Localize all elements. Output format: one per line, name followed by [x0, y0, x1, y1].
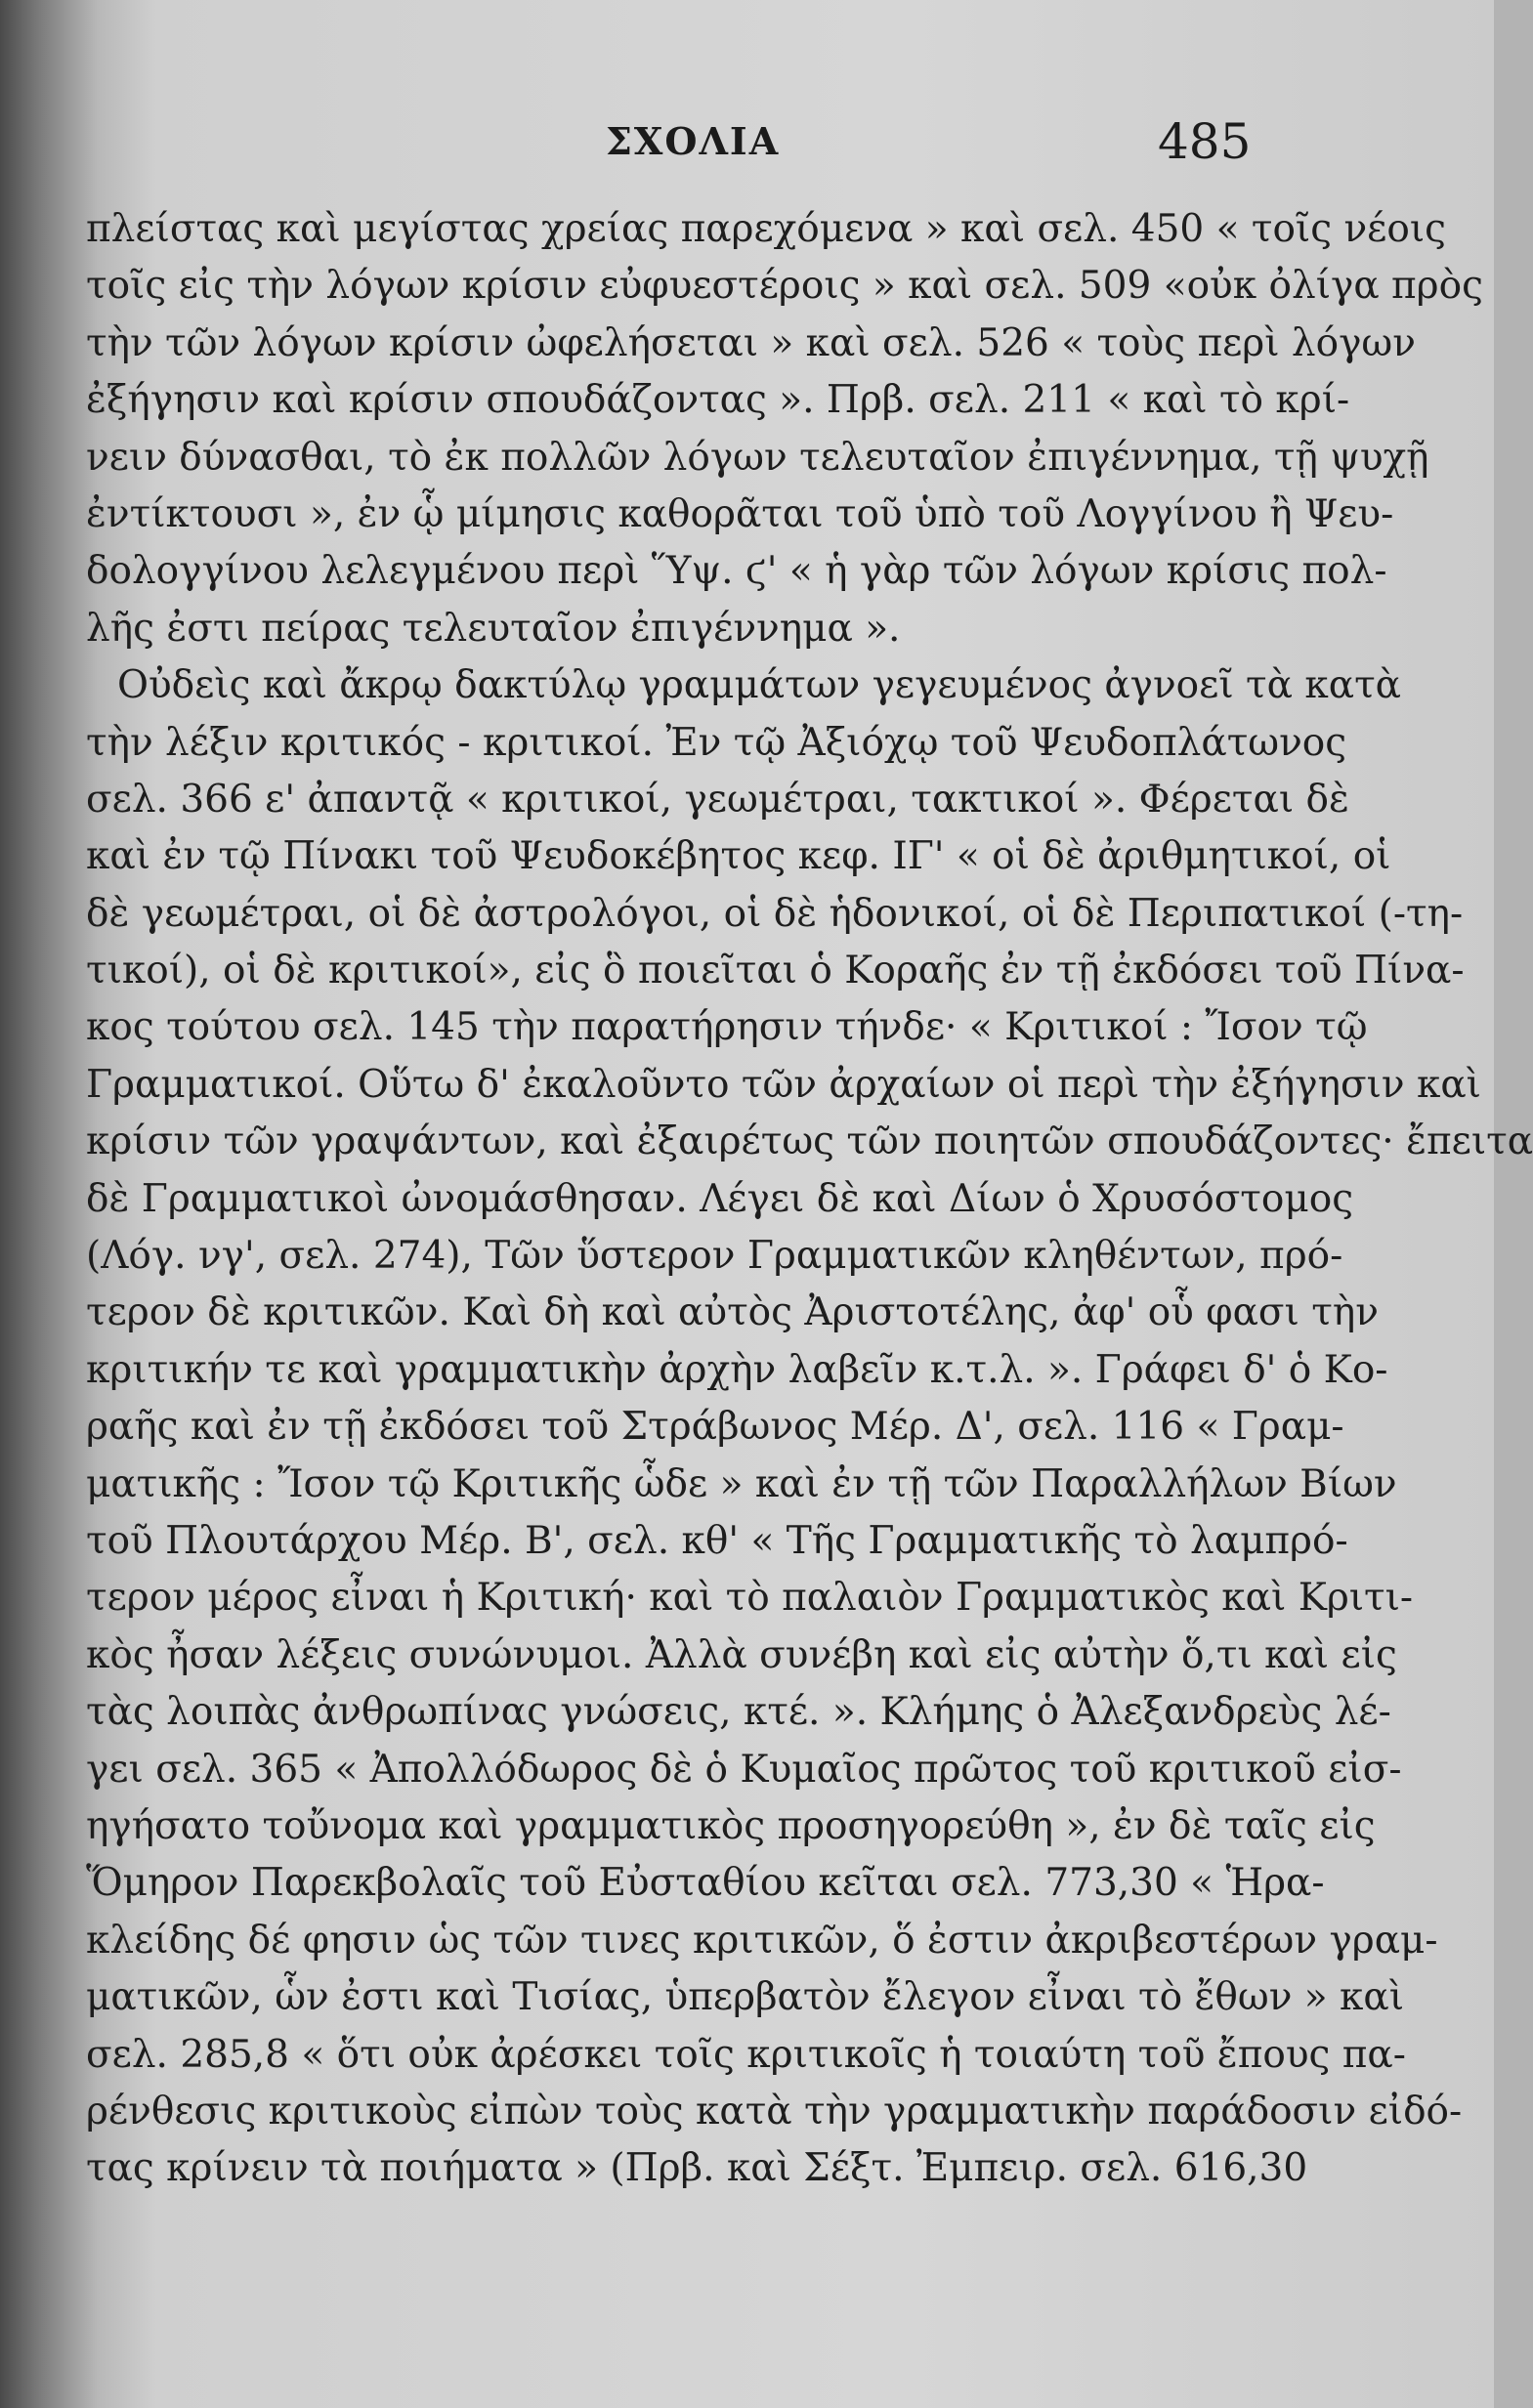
text-line: δὲ γεωμέτραι, οἱ δὲ ἀστρολόγοι, οἱ δὲ ἡδονικοί, οἱ δὲ Περιπατικοί (-τη-	[86, 891, 1464, 936]
page-number: 485	[1158, 113, 1252, 170]
text-line: ματικῶν, ὧν ἐστι καὶ Τισίας, ὑπερβατὸν ἔλεγον εἶναι τὸ ἔθων » καὶ	[86, 1975, 1405, 2020]
text-line: τοῦ Πλουτάρχου Μέρ. Β', σελ. κθ' « Τῆς Γραμματικῆς τὸ λαμπρό-	[86, 1518, 1348, 1563]
text-line: ραῆς καὶ ἐν τῇ ἐκδόσει τοῦ Στράβωνος Μέρ. Δ', σελ. 116 « Γραμ-	[86, 1405, 1344, 1450]
text-line: τὴν τῶν λόγων κρίσιν ὠφελήσεται » καὶ σελ. 526 « τοὺς περὶ λόγων	[86, 320, 1416, 365]
text-line: τὰς λοιπὰς ἀνθρωπίνας γνώσεις, κτέ. ». Κλήμης ὁ Ἀλεξανδρεὺς λέ-	[86, 1690, 1391, 1735]
text-line: γει σελ. 365 « Ἀπολλόδωρος δὲ ὁ Κυμαῖος πρῶτος τοῦ κριτικοῦ εἰσ-	[86, 1747, 1402, 1792]
text-line: δολογγίνου λελεγμένου περὶ Ὕψ. ϛ' « ἡ γὰρ τῶν λόγων κρίσις πολ-	[86, 549, 1387, 594]
text-line: ἐντίκτουσι », ἐν ᾧ μίμησις καθορᾶται τοῦ ὑπὸ τοῦ Λογγίνου ἢ Ψευ-	[86, 491, 1394, 536]
text-line: τοῖς εἰς τὴν λόγων κρίσιν εὐφυεστέροις » καὶ σελ. 509 «οὐκ ὀλίγα πρὸς	[86, 264, 1483, 309]
text-line: ρένθεσις κριτικοὺς εἰπὼν τοὺς κατὰ τὴν γραμματικὴν παράδοσιν εἰδό-	[86, 2089, 1463, 2133]
running-head: ΣΧΟΛΙΑ	[606, 119, 781, 163]
text-line: σελ. 285,8 « ὅτι οὐκ ἀρέσκει τοῖς κριτικοῖς ἡ τοιαύτη τοῦ ἔπους πα-	[86, 2032, 1406, 2077]
text-line: ηγήσατο τοὔνομα καὶ γραμματικὸς προσηγορεύθη », ἐν δὲ ταῖς εἰς	[86, 1803, 1376, 1848]
text-line: Οὐδεὶς καὶ ἄκρῳ δακτύλῳ γραμμάτων γεγευμένος ἀγνοεῖ τὰ κατὰ	[117, 663, 1401, 708]
text-line: νειν δύνασθαι, τὸ ἐκ πολλῶν λόγων τελευταῖον ἐπιγέννημα, τῇ ψυχῇ	[86, 435, 1429, 480]
text-line: ματικῆς : Ἴσον τῷ Κριτικῆς ὧδε » καὶ ἐν τῇ τῶν Παραλλήλων Βίων	[86, 1461, 1397, 1506]
text-line: ἐξήγησιν καὶ κρίσιν σπουδάζοντας ». Πρβ. σελ. 211 « καὶ τὸ κρί-	[86, 378, 1350, 423]
text-line: λῆς ἐστι πείρας τελευταῖον ἐπιγέννημα ».	[86, 606, 901, 651]
text-line: Γραμματικοί. Οὕτω δ' ἐκαλοῦντο τῶν ἀρχαίων οἱ περὶ τὴν ἐξήγησιν καὶ	[86, 1062, 1481, 1107]
text-line: τας κρίνειν τὰ ποιήματα » (Πρβ. καὶ Σέξτ. Ἐμπειρ. σελ. 616,30	[86, 2146, 1308, 2191]
text-line: καὶ ἐν τῷ Πίνακι τοῦ Ψευδοκέβητος κεφ. ΙΓ' « οἱ δὲ ἀριθμητικοί, οἱ	[86, 834, 1391, 879]
text-line: τερον δὲ κριτικῶν. Καὶ δὴ καὶ αὐτὸς Ἀριστοτέλης, ἀφ' οὗ φασι τὴν	[86, 1290, 1379, 1335]
page-header	[0, 113, 1494, 178]
text-line: τερον μέρος εἶναι ἡ Κριτική· καὶ τὸ παλαιὸν Γραμματικὸς καὶ Κριτι-	[86, 1576, 1414, 1621]
body-text	[86, 201, 1533, 2198]
text-line: (Λόγ. νγ', σελ. 274), Τῶν ὕστερον Γραμματικῶν κληθέντων, πρό-	[86, 1234, 1343, 1279]
text-line: τικοί), οἱ δὲ κριτικοί», εἰς ὃ ποιεῖται ὁ Κοραῆς ἐν τῇ ἐκδόσει τοῦ Πίνα-	[86, 949, 1465, 993]
text-line: κριτικήν τε καὶ γραμματικὴν ἀρχὴν λαβεῖν κ.τ.λ. ». Γράφει δ' ὁ Κο-	[86, 1347, 1388, 1392]
text-line: πλείστας καὶ μεγίστας χρείας παρεχόμενα » καὶ σελ. 450 « τοῖς νέοις	[86, 207, 1446, 251]
text-line: κρίσιν τῶν γραψάντων, καὶ ἐξαιρέτως τῶν ποιητῶν σπουδάζοντες· ἔπειτα	[86, 1120, 1533, 1164]
text-line: δὲ Γραμματικοὶ ὠνομάσθησαν. Λέγει δὲ καὶ Δίων ὁ Χρυσόστομος	[86, 1176, 1354, 1221]
text-line: Ὅμηρον Παρεκβολαῖς τοῦ Εὐσταθίου κεῖται σελ. 773,30 « Ἡρα-	[86, 1861, 1325, 1906]
text-line: κλείδης δέ φησιν ὡς τῶν τινες κριτικῶν, ὅ ἐστιν ἀκριβεστέρων γραμ-	[86, 1918, 1438, 1963]
text-line: κὸς ἦσαν λέξεις συνώνυμοι. Ἀλλὰ συνέβη καὶ εἰς αὐτὴν ὅ,τι καὶ εἰς	[86, 1632, 1397, 1677]
text-line: σελ. 366 ε' ἀπαντᾷ « κριτικοί, γεωμέτραι, τακτικοί ». Φέρεται δὲ	[86, 777, 1349, 822]
text-line: τὴν λέξιν κριτικός - κριτικοί. Ἐν τῷ Ἀξιόχῳ τοῦ Ψευδοπλάτωνος	[86, 720, 1347, 765]
text-line: κος τούτου σελ. 145 τὴν παρατήρησιν τήνδε· « Κριτικοί : Ἴσον τῷ	[86, 1005, 1368, 1050]
